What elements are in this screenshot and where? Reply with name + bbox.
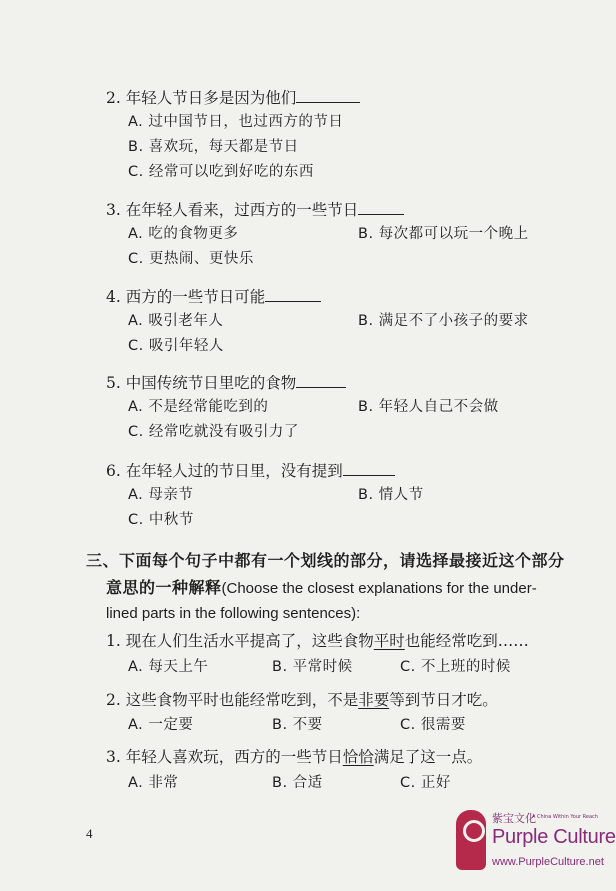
section-3-item-1-option-c: C. 不上班的时候	[400, 659, 511, 675]
section-3-item-3-option-a: A. 非常	[128, 775, 179, 791]
answer-blank	[265, 285, 321, 302]
question-2-option-a: A. 过中国节日，也过西方的节日	[128, 114, 344, 130]
question-5-option-b: B. 年轻人自己不会做	[358, 399, 499, 415]
underlined-part: 恰恰	[342, 748, 374, 766]
question-3-option-b: B. 每次都可以玩一个晚上	[358, 226, 529, 242]
question-6-option-a: A. 母亲节	[128, 487, 194, 503]
section-3-item-3-option-c: C. 正好	[400, 775, 451, 791]
answer-blank	[358, 198, 404, 215]
question-5-option-c: C. 经常吃就没有吸引力了	[128, 424, 299, 440]
section-3-item-2: 2. 这些食物平时也能经常吃到，不是非要等到节日才吃。	[106, 691, 498, 709]
question-4-option-b: B. 满足不了小孩子的要求	[358, 313, 529, 329]
section-3-item-1-option-b: B. 平常时候	[272, 659, 353, 675]
question-6-stem: 6. 在年轻人过的节日里，没有提到	[106, 459, 395, 482]
question-3-option-a: A. 吃的食物更多	[128, 226, 239, 242]
section-3-item-2-option-c: C. 很需要	[400, 717, 466, 733]
watermark-brand: Purple Culture	[492, 826, 616, 848]
question-2-option-b: B. 喜欢玩，每天都是节日	[128, 139, 299, 155]
question-2-option-c: C. 经常可以吃到好吃的东西	[128, 164, 314, 180]
question-3-stem: 3. 在年轻人看来，过西方的一些节日	[106, 198, 404, 221]
watermark-tagline: A China Within Your Reach	[532, 814, 598, 820]
section-3-heading-line-3: lined parts in the following sentences):	[106, 605, 361, 622]
section-3-item-2-option-a: A. 一定要	[128, 717, 194, 733]
section-3-item-1: 1. 现在人们生活水平提高了，这些食物平时也能经常吃到……	[106, 632, 529, 650]
section-3-item-3-option-b: B. 合适	[272, 775, 323, 791]
question-3-option-c: C. 更热闹、更快乐	[128, 251, 254, 267]
page-number: 4	[86, 826, 93, 841]
section-3-item-2-option-b: B. 不要	[272, 717, 323, 733]
watermark-chinese: 紫宝文化	[492, 812, 536, 825]
question-2-stem: 2. 年轻人节日多是因为他们	[106, 86, 360, 109]
answer-blank	[343, 459, 395, 476]
question-4-option-a: A. 吸引老年人	[128, 313, 224, 329]
section-3-item-1-option-a: A. 每天上午	[128, 659, 209, 675]
question-4-stem: 4. 西方的一些节日可能	[106, 285, 321, 308]
purple-culture-watermark	[456, 806, 616, 886]
question-5-option-a: A. 不是经常能吃到的	[128, 399, 269, 415]
section-3-heading: 三、下面每个句子中都有一个划线的部分，请选择最接近这个部分	[86, 551, 565, 570]
underlined-part: 平时	[373, 632, 405, 650]
underlined-part: 非要	[358, 691, 390, 709]
answer-blank	[296, 371, 346, 388]
section-3-heading-line-2: 意思的一种解释(Choose the closest explanations for the under-	[106, 578, 537, 597]
question-5-stem: 5. 中国传统节日里吃的食物	[106, 371, 346, 394]
purple-culture-logo-icon	[456, 810, 486, 870]
question-6-option-c: C. 中秋节	[128, 512, 194, 528]
watermark-url: www.PurpleCulture.net	[492, 856, 604, 868]
section-3-item-3: 3. 年轻人喜欢玩，西方的一些节日恰恰满足了这一点。	[106, 748, 483, 766]
question-6-option-b: B. 情人节	[358, 487, 424, 503]
answer-blank	[296, 86, 360, 103]
question-4-option-c: C. 吸引年轻人	[128, 338, 224, 354]
